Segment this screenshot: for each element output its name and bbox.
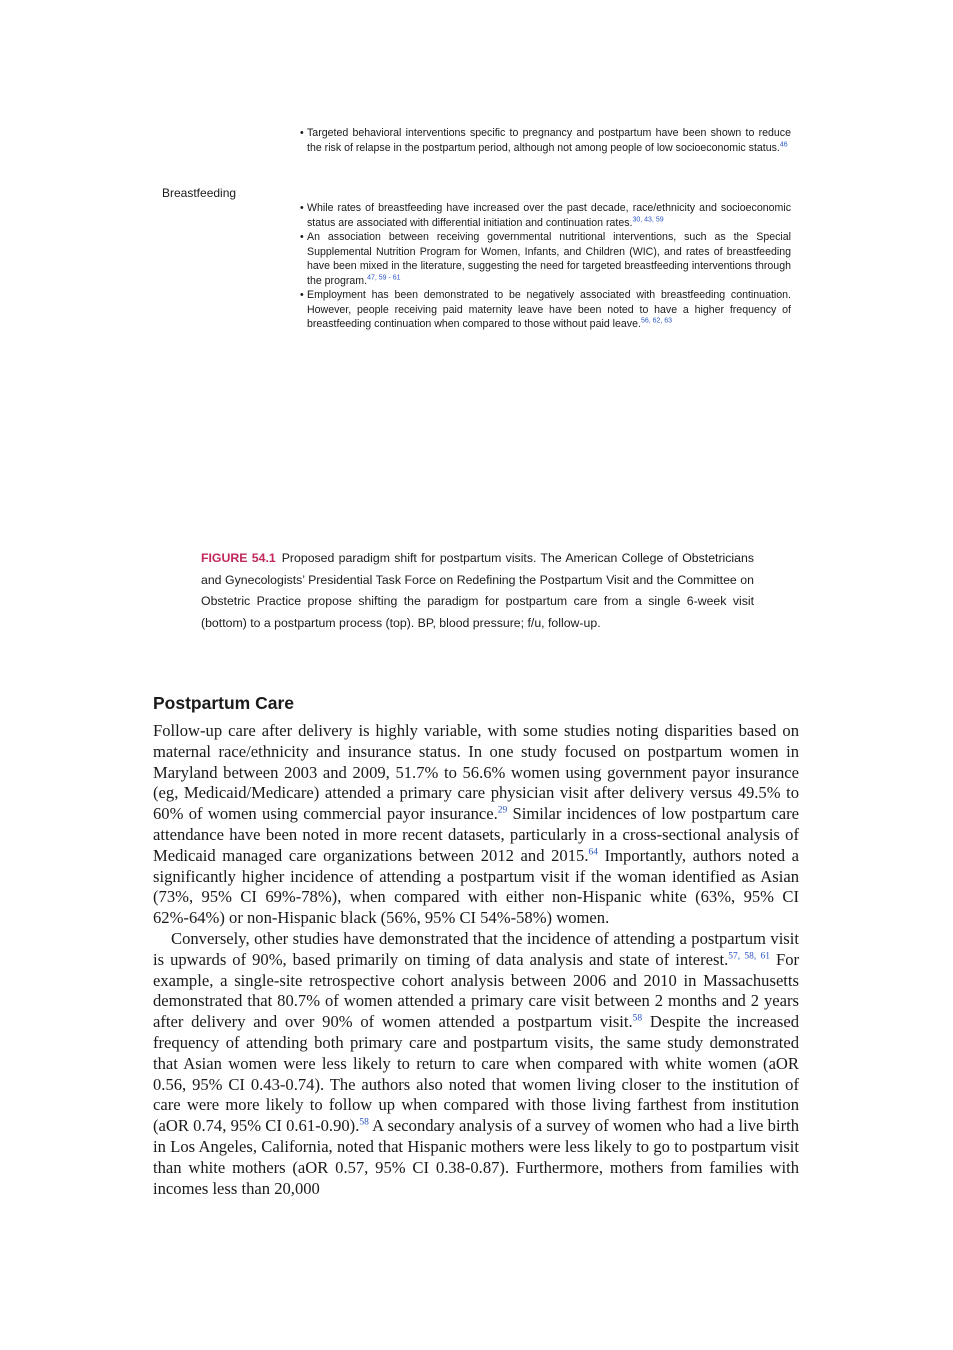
paragraph: Conversely, other studies have demonstrated that the incidence of attending a postpartum visit is upwards of 90%, based primarily on timing of data analysis and state of interest.$^{57, 58, 61}$ For example, a single-site retrospective cohort analysis between 2006 and 2010 in Massachusetts demonstrated that 80.7% of women attended a primary care visit between 2 months and 2 years after delivery and over 90% of women attended a postpartum visit.$^{58}$ Despite the increased frequency of attending both primary care and postpartum visits, the same study demonstrated that Asian women were less likely to return to care when compared with white women (aOR 0.56, 95% CI 0.43-0.74). The authors also noted that women living closer to the institution of care were more likely to follow up when compared with those living farthest from institution (aOR 0.74, 95% CI 0.61-0.90).$^{58}$ A secondary analysis of a survey of women who had a live birth in Los Angeles, California, noted that Hispanic mothers were less likely to go to postpartum visit than white mothers (aOR 0.57, 95% CI 0.38-0.87). Furthermore, mothers from families with incomes less than 20,000: [153, 928, 800, 1198]
citation-ref[interactable]: 56, 62, 63: [640, 317, 673, 325]
breastfeeding-bullets: [300, 201, 791, 332]
citation-ref[interactable]: 58: [359, 1117, 369, 1128]
paragraph: Follow-up care after delivery is highly variable, with some studies noting disparities based on maternal race/ethnicity and insurance status. In one study focused on postpartum women in Maryland between 2003 and 2009, 51.7% to 56.6% women using government payor insurance (eg, Medicaid/Medicare) attended a primary care physician visit after delivery versus 49.5% to 60% of women using commercial payor insurance.$^{29}$ Similar incidences of low postpartum care attendance have been noted in more recent datasets, particularly in a cross-sectional analysis of Medicaid managed care organizations between 2012 and 2015.64 Importantly, authors noted a significantly higher incidence of attending a postpartum visit if the woman identified as Asian (73%, 95% CI 69%-78%), when compared with either non-Hispanic white (63%, 95% CI 62%-64%) or non-Hispanic black (56%, 95% CI 54%-58%) women.: [153, 721, 800, 928]
list-item: • Targeted behavioral interventions specific to pregnancy and postpartum have been shown to reduce the risk of relapse in the postpartum period, although not among people of low socioeconomic status.$^{46}$: [300, 127, 791, 154]
citation-ref[interactable]: 30, 43, 59: [632, 215, 664, 223]
citation-ref[interactable]: 29: [497, 805, 508, 816]
continued-bullets: [300, 126, 791, 155]
list-item: • Employment has been demonstrated to be negatively associated with breastfeeding continuation. However, people receiving paid maternity leave have been noted to have a higher frequency of breastfeeding continuation when compared to those without paid leave.$^{56, 62, 63}$: [300, 289, 791, 330]
list-item: • While rates of breastfeeding have increased over the past decade, race/ethnicity and socioeconomic status are associated with differential initiation and continuation rates.$^{30, 43, 59}$: [300, 202, 791, 229]
figure-label: FIGURE 54.1: [201, 551, 276, 565]
citation-ref[interactable]: 64: [588, 847, 598, 858]
citation-ref[interactable]: 46: [779, 140, 788, 148]
citation-ref[interactable]: 47, 59 - 61: [367, 273, 401, 281]
list-item: • An association between receiving governmental nutritional interventions, such as the Special Supplemental Nutrition Program for Women, Infants, and Children (WIC), and rates of breastfeeding have been mixed in the literature, suggesting the need for targeted breastfeeding interventions through the program.$^{47, 59 - 61}$: [300, 231, 791, 287]
row-label-breastfeeding: Breastfeeding: [162, 186, 237, 200]
citation-ref[interactable]: 57, 58, 61: [728, 951, 770, 962]
caption-text: Proposed paradigm shift for postpartum visits. The American College of Obstetricians and Gynecologists’ Presidential Task Force on Redefining the Postpartum Visit and the Committee on Obstetric Practice propose shifting the paradigm for postpartum care from a single 6-week visit (bottom) to a postpartum process (top). BP, blood pressure; f/u, follow-up.: [201, 551, 754, 630]
section-heading: Postpartum Care: [153, 693, 295, 713]
body-text: [153, 721, 799, 1199]
figure-caption: [201, 548, 754, 634]
citation-ref[interactable]: 58: [632, 1013, 643, 1024]
